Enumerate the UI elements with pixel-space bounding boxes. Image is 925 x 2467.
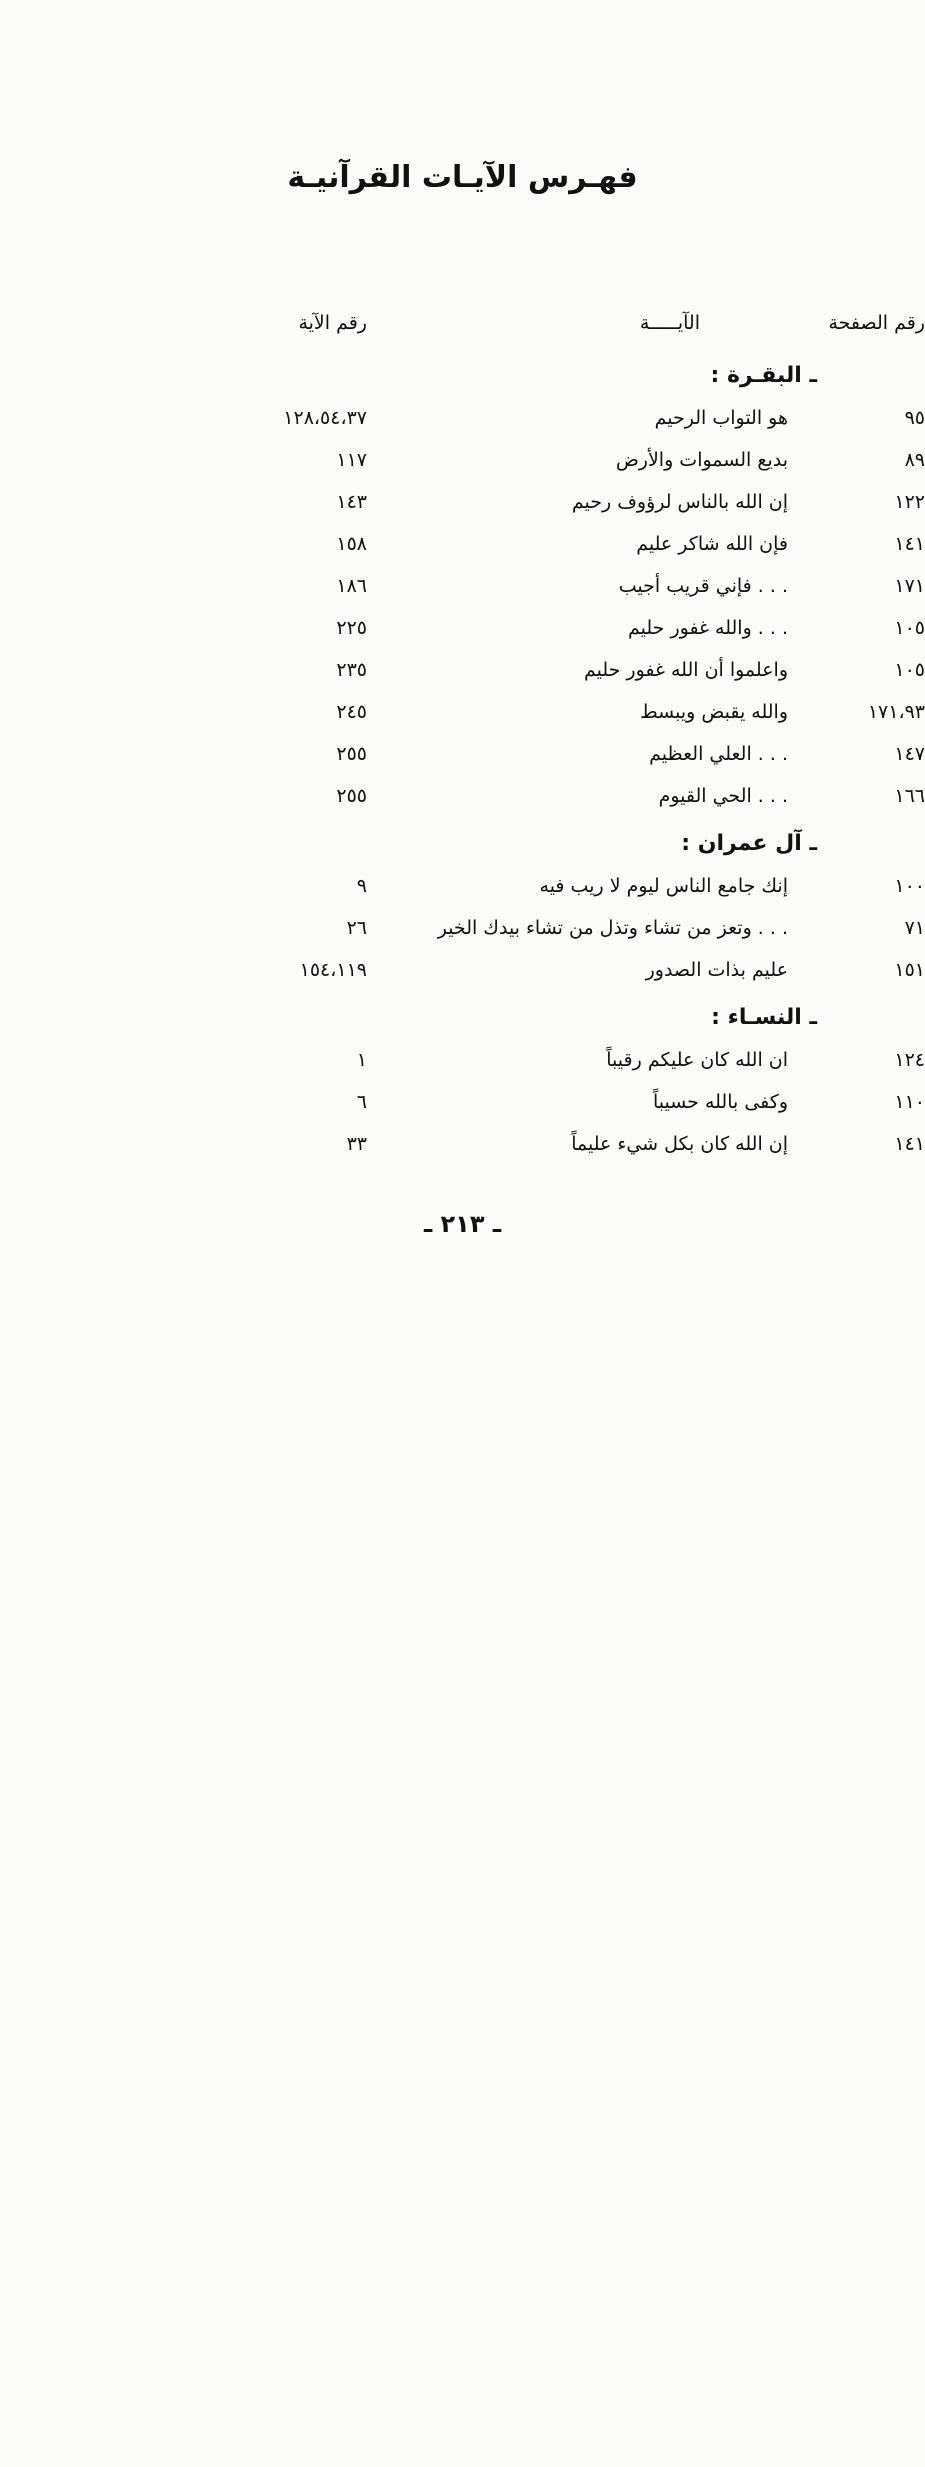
page-number: ٩٥	[904, 407, 925, 429]
verse-text: إن الله بالناس لرؤوف رحيم	[571, 491, 788, 513]
page-title: فهـرس الآيـات القرآنيـة	[287, 160, 638, 195]
verse-number: ١٨٦	[336, 575, 367, 597]
table-row	[0, 440, 925, 480]
table-row	[0, 866, 925, 906]
surah-heading: ـ آل عمران :	[681, 831, 817, 856]
table-row	[0, 1082, 925, 1122]
table-row	[0, 1040, 925, 1080]
page-number: ١٤١	[894, 533, 925, 555]
page-number: ١٠٥	[894, 659, 925, 681]
page-number: ١٢٢	[894, 491, 925, 513]
page-number: ١٤١	[894, 1133, 925, 1155]
table-row	[0, 398, 925, 438]
surah-heading: ـ النسـاء :	[711, 1005, 817, 1030]
page-number: ١٧١،٩٣	[867, 701, 925, 723]
page-number: ١٥١	[894, 959, 925, 981]
page-number: ١٢٤	[894, 1049, 925, 1071]
verse-text: ان الله كان عليكم رقيباً	[606, 1049, 788, 1071]
verse-text: والله يقبض ويبسط	[640, 701, 788, 723]
verse-text: . . . الحي القيوم	[658, 785, 788, 807]
page-number: ١٠٥	[894, 617, 925, 639]
verse-number: ٢٣٥	[336, 659, 367, 681]
table-row	[0, 1124, 925, 1164]
verse-text: . . . وتعز من تشاء وتذل من تشاء بيدك الخير	[437, 917, 788, 939]
verse-number: ١	[356, 1049, 367, 1071]
verse-number: ٢٦	[346, 917, 367, 939]
table-row	[0, 776, 925, 816]
verse-text: وكفى بالله حسيباً	[652, 1091, 788, 1113]
verse-text: بديع السموات والأرض	[615, 449, 788, 471]
verse-number: ٩	[356, 875, 367, 897]
verse-text: فإن الله شاكر عليم	[636, 533, 788, 555]
verse-text: عليم بذات الصدور	[645, 959, 788, 981]
verse-text: . . . والله غفور حليم	[628, 617, 788, 639]
page-footer-number: ـ ٢١٣ ـ	[423, 1210, 502, 1238]
surah-heading: ـ البقـرة :	[710, 363, 817, 388]
page-number: ٧١	[904, 917, 925, 939]
header-verse: الآيـــــة	[639, 312, 700, 334]
page-number: ١٦٦	[894, 785, 925, 807]
page-number: ١٤٧	[894, 743, 925, 765]
verse-text: هو التواب الرحيم	[654, 407, 788, 429]
verse-number: ٣٣	[346, 1133, 367, 1155]
table-row	[0, 650, 925, 690]
page-number: ١٠٠	[894, 875, 925, 897]
header-verse-number: رقم الآية	[298, 312, 367, 334]
table-row	[0, 566, 925, 606]
verse-number: ١١٧	[336, 449, 367, 471]
verse-text: . . . العلي العظيم	[649, 743, 788, 765]
header-page-number: رقم الصفحة	[828, 312, 925, 334]
table-row	[0, 608, 925, 648]
verse-text: إن الله كان بكل شيء عليماً	[571, 1133, 788, 1155]
table-row	[0, 908, 925, 948]
table-row	[0, 692, 925, 732]
table-row	[0, 524, 925, 564]
verse-number: ١٤٣	[336, 491, 367, 513]
verse-number: ١٢٨،٥٤،٣٧	[283, 407, 367, 429]
verse-number: ١٥٨	[336, 533, 367, 555]
verse-text: واعلموا أن الله غفور حليم	[583, 659, 788, 681]
verse-number: ٢٥٥	[336, 743, 367, 765]
verse-number: ٢٢٥	[336, 617, 367, 639]
page-number: ٨٩	[904, 449, 925, 471]
table-row	[0, 734, 925, 774]
verse-text: إنك جامع الناس ليوم لا ريب فيه	[539, 875, 788, 897]
page-number: ١١٠	[894, 1091, 925, 1113]
verse-number: ٢٤٥	[336, 701, 367, 723]
verse-number: ٦	[356, 1091, 367, 1113]
table-row	[0, 482, 925, 522]
verse-number: ٢٥٥	[336, 785, 367, 807]
table-row	[0, 950, 925, 990]
page-number: ١٧١	[894, 575, 925, 597]
verse-number: ١٥٤،١١٩	[299, 959, 367, 981]
verse-text: . . . فإني قريب أجيب	[618, 575, 788, 597]
